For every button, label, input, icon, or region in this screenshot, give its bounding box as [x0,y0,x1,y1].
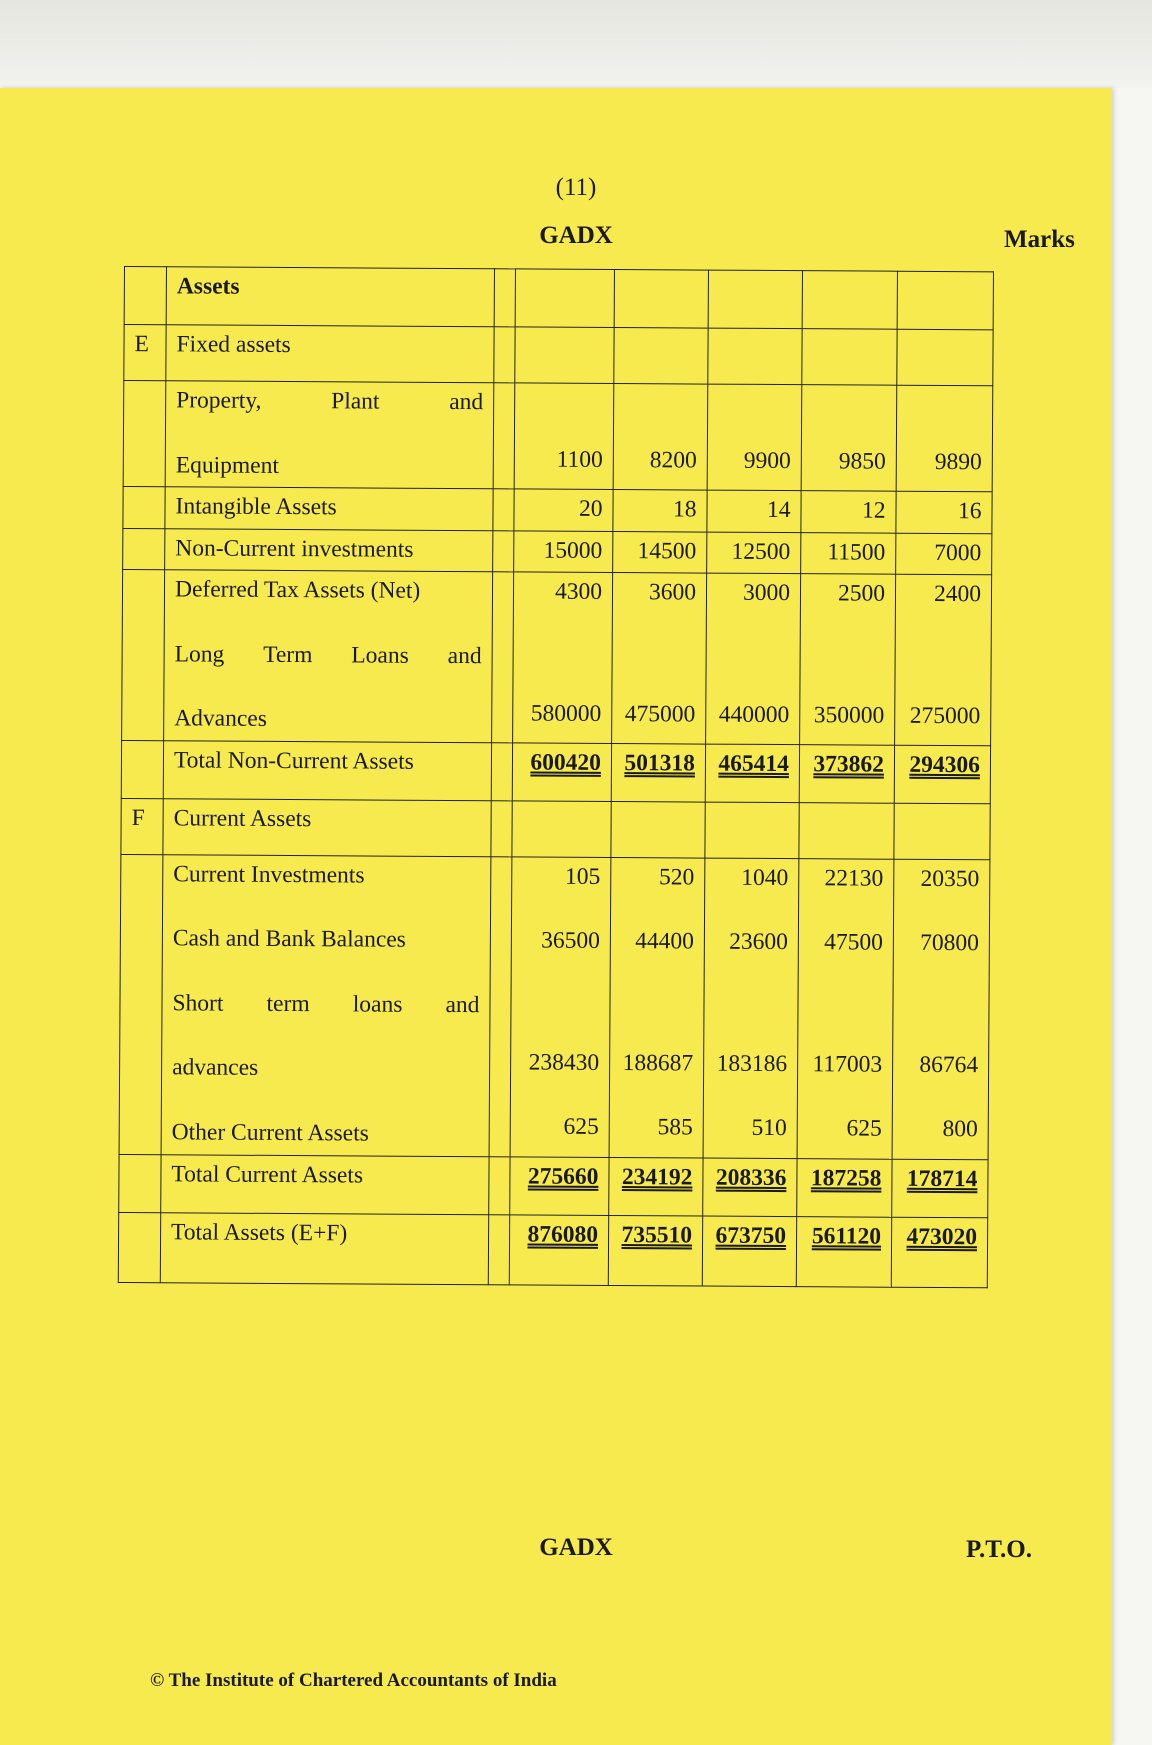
value: 20 [578,495,603,523]
value: 238430 [528,1049,600,1076]
value-stack [906,496,981,527]
row-label: Cash and Bank Balances [172,925,406,954]
spacer-cell [494,269,515,327]
value: 8200 [649,447,697,474]
value: 475000 [624,700,696,728]
value: 22130 [824,865,884,892]
row-label-line-1 [176,385,483,417]
value-cell [895,574,992,745]
total-value-cell [510,1156,609,1215]
spacer-cell [491,801,512,857]
footer-paper-code: GADX [539,1534,613,1561]
value: 625 [846,1115,882,1143]
balance-sheet-table-wrapper [118,266,994,1288]
value-cell [613,490,707,532]
grand-total-row [118,1212,987,1287]
line-item-label-cell [161,855,491,1157]
value: 36500 [541,927,600,955]
label-stack [175,533,482,565]
value-cell [800,574,896,745]
value: 2500 [837,580,886,607]
label-word: Plant [331,388,380,415]
letter-cell [123,528,165,570]
value: 188687 [622,1049,694,1077]
line-item-row [119,854,990,1159]
section-title: Current Assets [163,799,491,857]
value-stack [524,535,602,566]
grand-total-value-cell [509,1214,608,1285]
value-stack [525,387,604,475]
section-letter: E [124,325,166,381]
value-stack [811,495,885,526]
spacer-cell [489,1156,510,1214]
total-label: Total Current Assets [161,1154,489,1214]
grand-total-value: 876080 [527,1221,599,1248]
value-cell [515,327,614,384]
value-cell [894,803,990,860]
value: 350000 [813,701,885,729]
value-cell [707,490,801,532]
value-cell [514,383,614,490]
value-header-cell [614,269,708,328]
spacer-cell [493,530,514,572]
line-item-label-cell [165,528,493,572]
value-cell [896,491,992,533]
value-stack [623,494,696,525]
total-value-cell [892,1159,988,1218]
spacer-cell [494,327,515,383]
grand-total-value: 473020 [906,1223,978,1250]
total-value: 234192 [621,1163,693,1191]
value: 23600 [729,929,788,956]
value: 70800 [920,930,979,957]
grand-total-value: 561120 [811,1222,882,1250]
row-label-line-1 [172,988,479,1020]
value-cell [896,533,992,575]
line-item-row [123,381,993,492]
total-value: 465414 [718,750,790,777]
label-word: Term [263,641,313,668]
value: 585 [657,1114,693,1141]
value-cell [892,859,990,1159]
grand-total-value: 735510 [621,1221,693,1249]
total-value: 501318 [624,749,696,777]
value-stack [620,862,695,1144]
value-stack [810,578,885,731]
letter-cell [119,1154,161,1212]
value: 12500 [731,538,791,565]
value-cell [799,802,894,859]
total-value-cell [799,744,894,803]
value-cell [707,532,801,574]
value-cell [611,801,705,858]
total-value: 294306 [909,751,981,779]
total-value: 275660 [527,1163,599,1190]
label-word: and [445,991,480,1019]
value-cell [514,489,613,531]
line-item-row [123,528,992,575]
value: 800 [942,1116,978,1143]
value-cell [513,572,613,743]
total-label: Total Non-Current Assets [163,741,491,801]
letter-cell [124,267,166,325]
letter-cell [123,487,165,529]
line-item-label-cell [164,570,493,743]
value: 183186 [716,1050,788,1077]
value-cell [703,858,799,1158]
total-value: 373862 [813,751,885,778]
value-cell [708,328,802,385]
value-stack [812,389,887,477]
value-stack [717,495,790,526]
value-stack [718,389,792,477]
value-stack [714,862,789,1144]
total-value: 600420 [530,749,602,776]
value: 510 [751,1115,787,1142]
spacer-cell [489,857,512,1157]
label-stack [172,859,481,1150]
total-row [121,740,990,803]
value: 18 [672,496,697,523]
line-item-label-cell [165,381,494,489]
value: 9850 [838,448,886,475]
value-header-cell [897,271,993,330]
assets-header: Assets [166,267,494,327]
value-stack [521,861,601,1143]
value: 3000 [742,579,791,607]
line-item-row [122,570,992,746]
label-word: and [447,642,482,669]
total-value: 187258 [810,1164,882,1192]
value: 275000 [909,702,981,729]
value-cell [512,801,611,858]
row-label: Deferred Tax Assets (Net) [174,576,421,605]
value-cell [612,573,707,744]
total-row [119,1154,988,1217]
value: 44400 [635,928,694,955]
value-cell [801,491,896,533]
balance-sheet-table [118,266,994,1288]
grand-total-value-cell [608,1215,702,1286]
value-stack [811,537,885,568]
spacer-cell [491,743,512,801]
value: 47500 [824,929,883,957]
spacer-cell [492,572,514,743]
label-word: Long [174,641,225,668]
section-title: Fixed assets [166,325,494,383]
pto-label: P.T.O. [966,1536,1032,1563]
spacer-cell [493,489,514,531]
value: 12 [861,497,886,524]
total-value: 178714 [906,1165,978,1192]
line-item-row [123,487,992,534]
row-label-line-1 [175,639,482,671]
value: 117003 [812,1051,883,1078]
value-stack [903,864,980,1146]
value-cell [613,383,708,490]
value: 11500 [827,538,886,566]
value: 625 [563,1114,599,1141]
grand-total-label: Total Assets (E+F) [160,1212,488,1284]
label-stack [175,491,482,523]
row-label: Current Investments [173,861,365,889]
value: 15000 [543,537,603,564]
total-value-cell [894,745,990,804]
balance-sheet-body [118,267,993,1288]
line-item-label-cell [165,487,493,531]
row-label-line-2: advances [172,1054,259,1082]
value-stack [906,537,981,568]
value-cell [797,858,894,1158]
value: 1040 [741,864,789,891]
row-label [172,988,480,1085]
value-cell [609,857,705,1157]
header-row [124,267,993,330]
value-cell [801,532,896,574]
value-stack [623,536,696,567]
value: 3600 [648,579,697,606]
total-value-cell [705,744,799,803]
value: 16 [957,498,982,525]
value-header-cell [802,271,897,330]
value: 14 [766,497,791,524]
total-value-cell [797,1158,892,1217]
marks-label: Marks [1004,226,1075,253]
grand-total-value-cell [796,1216,891,1287]
label-word: Short [172,990,224,1017]
value: 1100 [556,446,603,473]
value: 4300 [554,578,603,606]
value-cell [896,385,993,492]
total-value: 208336 [715,1164,787,1191]
letter-cell [121,740,163,798]
row-label: Other Current Assets [171,1119,369,1147]
label-word: Loans [351,642,409,669]
value-cell [707,384,802,491]
value-cell [706,573,801,744]
label-stack [174,575,482,737]
value-cell [705,802,799,859]
value-cell [897,329,993,386]
value: 520 [658,864,695,891]
value-stack [716,578,790,731]
label-word: loans [352,991,403,1018]
section-letter: F [121,798,163,854]
value-header-cell [708,270,802,329]
value: 14500 [637,537,697,565]
value: 9890 [934,448,982,476]
value: 20350 [920,865,980,893]
value: 580000 [530,700,602,727]
value: 9900 [743,447,791,475]
value-cell [510,857,611,1157]
value-header-cell [515,269,614,328]
page-number: (11) [555,174,597,201]
value: 105 [564,863,601,890]
label-word: Property, [176,387,262,414]
row-label [174,639,482,736]
row-label: Intangible Assets [175,493,337,521]
total-value-cell [512,743,611,802]
grand-total-value: 673750 [715,1222,787,1249]
value-stack [717,536,790,567]
spacer-cell [488,1214,509,1284]
row-label-line-2: Advances [174,705,267,733]
value-stack [523,577,602,730]
value-cell [514,531,613,573]
value-stack [524,494,602,525]
section-row [121,798,990,859]
value-cell [614,327,708,384]
label-stack [176,385,484,482]
letter-cell [119,854,163,1154]
value: 440000 [718,701,790,728]
value-stack [907,390,983,478]
value: 86764 [919,1051,979,1079]
value-stack [905,579,981,732]
grand-total-value-cell [891,1217,987,1288]
value-stack [624,388,698,476]
value: 2400 [933,581,982,608]
row-label: Non-Current investments [175,534,414,563]
total-value-cell [703,1158,797,1217]
value-cell [802,329,897,386]
scanner-background [0,0,1152,88]
section-row [124,325,993,386]
paper-code: GADX [539,222,613,249]
grand-total-value-cell [702,1216,796,1287]
value-stack [622,577,696,730]
label-word: term [266,990,310,1018]
letter-cell [123,381,166,487]
letter-cell [118,1212,160,1282]
total-value-cell [611,743,705,802]
label-word: and [449,388,484,416]
letter-cell [122,570,165,741]
value-cell [801,385,897,492]
copyright-notice: © The Institute of Chartered Accountants of India [150,1670,557,1691]
row-label [176,385,484,482]
value-stack [808,863,884,1145]
value-cell [613,531,707,573]
row-label-line-2: Equipment [175,451,279,479]
total-value-cell [609,1157,703,1216]
value: 7000 [934,539,982,566]
spacer-cell [493,383,515,489]
